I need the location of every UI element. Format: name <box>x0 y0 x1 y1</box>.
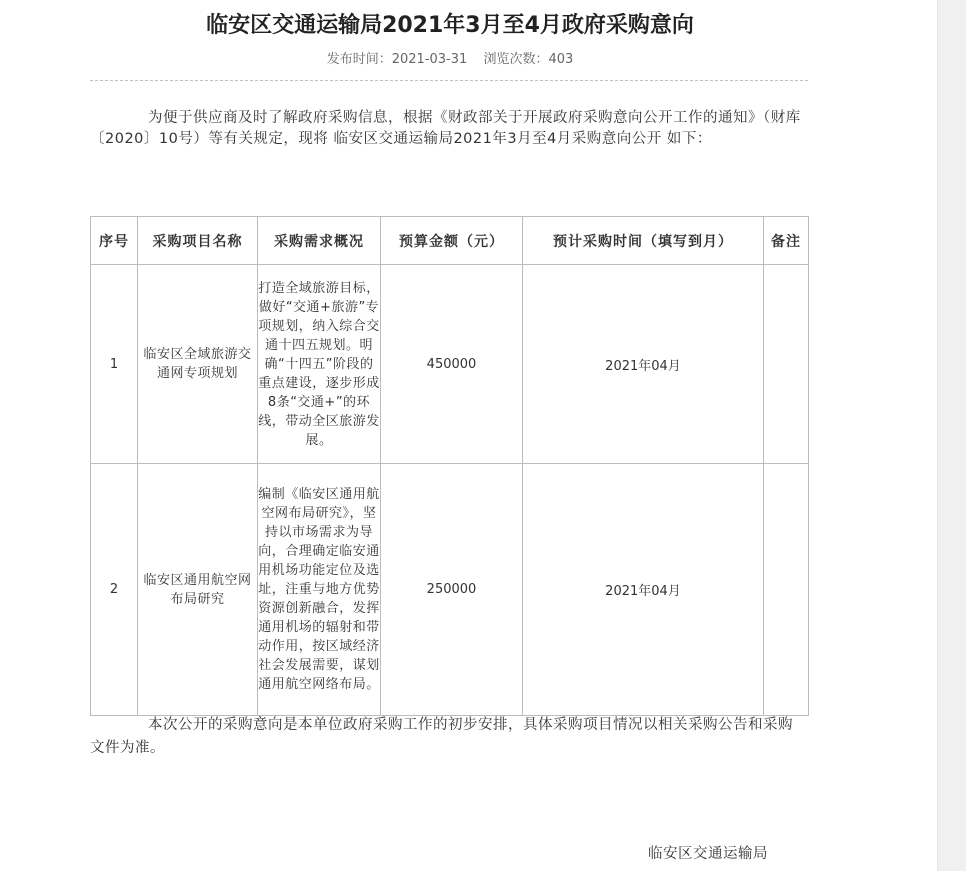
row-note <box>764 265 809 464</box>
header-requirement: 采购需求概况 <box>258 217 381 265</box>
header-budget: 预算金额（元） <box>381 217 523 265</box>
table-row <box>91 464 809 716</box>
row-project-name: 临安区全域旅游交通网专项规划 <box>138 265 258 464</box>
row-budget: 250000 <box>381 464 523 716</box>
procurement-table <box>90 216 809 716</box>
header-note: 备注 <box>764 217 809 265</box>
header-index: 序号 <box>91 217 138 265</box>
signature: 临安区交通运输局 <box>648 846 768 862</box>
vertical-scrollbar[interactable] <box>937 0 966 871</box>
header-time: 预计采购时间（填写到月） <box>523 217 764 265</box>
table-header-row <box>91 217 809 265</box>
view-count: 浏览次数：403 <box>483 52 574 67</box>
row-budget: 450000 <box>381 265 523 464</box>
header-project-name: 采购项目名称 <box>138 217 258 265</box>
row-time: 2021年04月 <box>523 265 764 464</box>
row-note <box>764 464 809 716</box>
row-project-name: 临安区通用航空网布局研究 <box>138 464 258 716</box>
closing-paragraph: 本次公开的采购意向是本单位政府采购工作的初步安排，具体采购项目情况以相关采购公告和采购文件为准。 <box>90 717 793 756</box>
table-row <box>91 265 809 464</box>
row-requirement: 编制《临安区通用航空网布局研究》，坚持以市场需求为导向，合理确定临安通用机场功能定位及选址，注重与地方优势资源创新融合，发挥通用机场的辐射和带动作用，按区域经济社会发展需要，谋划通用航空网络布局。 <box>258 464 381 716</box>
row-index: 2 <box>91 464 138 716</box>
page-title: 临安区交通运输局2021年3月至4月政府采购意向 <box>206 13 694 38</box>
row-requirement: 打造全域旅游目标，做好“交通+旅游”专项规划，纳入综合交通十四五规划。明确“十四五”阶段的重点建设，逐步形成8条“交通+”的环线，带动全区旅游发展。 <box>258 265 381 464</box>
article-meta <box>0 50 900 70</box>
publish-time: 发布时间：2021-03-31 <box>326 52 468 67</box>
intro-paragraph: 为便于供应商及时了解政府采购信息，根据《财政部关于开展政府采购意向公开工作的通知》（财库〔2020〕10号）等有关规定，现将 临安区交通运输局2021年3月至4月采购意向公开 如下： <box>90 110 801 147</box>
row-time: 2021年04月 <box>523 464 764 716</box>
divider <box>90 80 808 81</box>
row-index: 1 <box>91 265 138 464</box>
